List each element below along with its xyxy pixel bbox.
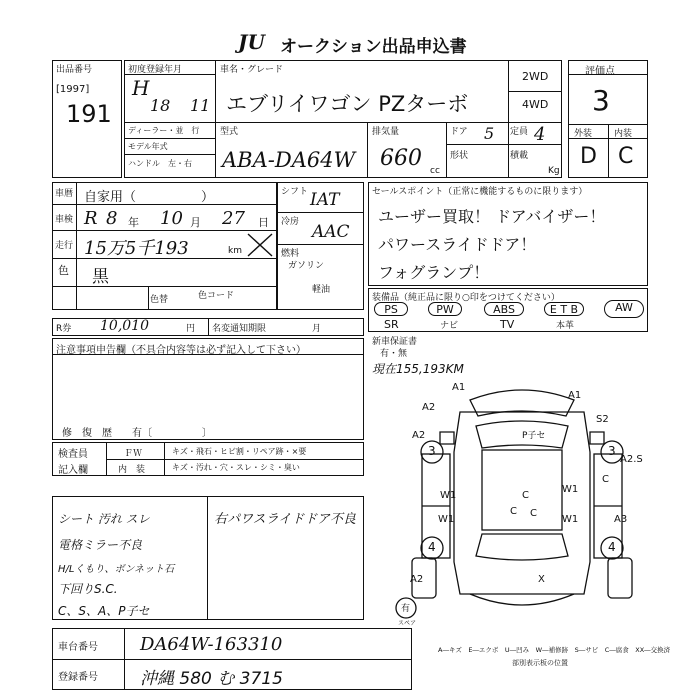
car-type: ABA-DA64W — [222, 148, 356, 172]
legend-line-2: 部別表示板の位置 — [512, 659, 568, 667]
plate-label: 登録番号 — [58, 672, 98, 683]
interior-score: C — [618, 144, 634, 169]
mileage-label: 走行 — [55, 241, 74, 251]
aircon-label: 冷房 — [281, 217, 300, 227]
diag-label-a1-left: A1 — [452, 382, 466, 393]
equipment-label: 装備品（純正品に限り○印をつけてください） — [372, 293, 560, 303]
diag-label-a2-topleft: A2 — [422, 402, 436, 413]
equip-leather: 本革 — [556, 321, 575, 331]
transfer-label: 名変通知期限 — [212, 324, 267, 334]
registration-year: 18 — [150, 96, 171, 115]
diag-label-w1-3: W1 — [438, 514, 455, 525]
load-label: 積載 — [510, 151, 529, 161]
equip-aw: AW — [604, 300, 644, 318]
exterior-score: D — [580, 144, 597, 169]
repair-label: 修 復 歴 有〔 〕 — [62, 428, 212, 439]
fuel-value: ガソリン — [288, 261, 325, 271]
doors-label: ドア — [450, 127, 468, 137]
recycle-value: 10,010 — [100, 318, 149, 334]
mileage-value: 15万5千193 — [84, 238, 189, 259]
displacement-value: 660 — [380, 146, 422, 171]
notes-label: 注意事項申告欄（不具合内容等は必ず記入して下さい） — [56, 345, 306, 356]
inspection-month: 10 — [160, 208, 183, 229]
rating-score: 3 — [592, 84, 610, 117]
interior-label: 内装 — [614, 129, 633, 139]
doors-value: 5 — [484, 124, 495, 143]
plate-value: 沖縄 580 む 3715 — [140, 669, 283, 689]
fuel-label: 燃料 — [281, 249, 300, 259]
diag-label-a2-left: A2 — [412, 430, 426, 441]
diag-label-x: X — [538, 574, 545, 585]
diag-label-w1-1: W1 — [562, 484, 579, 495]
lot-code: [1997] — [56, 84, 90, 95]
exterior-label: 外装 — [574, 129, 593, 139]
interior-row-label: 内 装 — [118, 465, 146, 475]
history-label: 車暦 — [55, 189, 74, 199]
handle-label: ハンドル 左・右 — [128, 159, 192, 168]
diag-label-a1-right: A1 — [568, 390, 582, 401]
diag-label-c-3: C — [510, 506, 517, 517]
lot-number: 191 — [66, 100, 112, 128]
sales-line-1: ユーザー買取！ ドアバイザー！ — [378, 207, 606, 226]
diag-wheel-3-right: 3 — [608, 444, 616, 458]
equip-sr: SR — [384, 318, 399, 331]
diag-wheel-3-left: 3 — [428, 444, 436, 458]
car-name: エブリイワゴン PZターボ — [226, 92, 469, 116]
shape-label: 形状 — [450, 151, 469, 161]
type-label: 型式 — [220, 127, 239, 137]
equip-etb: E T B — [544, 302, 584, 316]
chassis-label: 車台番号 — [58, 642, 98, 653]
diag-label-w1-2: W1 — [562, 514, 579, 525]
drive-2wd: 2WD — [522, 70, 549, 83]
diag-label-w1-4: W1 — [440, 490, 457, 501]
registration-month: 11 — [190, 96, 211, 115]
recycle-label: R券 — [56, 324, 72, 334]
mileage-cross-mark — [246, 232, 274, 258]
spare-label: スペア — [398, 620, 417, 627]
sales-line-3: フォグランプ！ — [378, 263, 490, 282]
color-value: 黒 — [92, 267, 109, 287]
inspector-note-5: C、S、A、P子セ — [58, 604, 150, 618]
displacement-label: 排気量 — [372, 127, 400, 137]
fw-label: ＦＷ — [124, 449, 143, 459]
light-oil-label: 軽油 — [312, 285, 331, 295]
fw-items: キズ・飛石・ヒビ割・リペア跡・×要 — [172, 447, 307, 456]
diag-label-c-4: C — [530, 508, 537, 519]
diag-label-c-2: C — [522, 490, 529, 501]
car-name-label: 車名・グレード — [220, 65, 284, 75]
inspector-note-1: シート 汚れ スレ — [58, 512, 150, 526]
form-title: オークション出品申込書 — [280, 37, 467, 57]
ju-logo: JU — [238, 30, 265, 54]
inspector-label-1: 検査員 — [58, 449, 88, 460]
aircon-value: AAC — [312, 222, 350, 242]
inspection-year: 8 — [106, 208, 118, 229]
header — [238, 28, 498, 58]
warranty-options: 有・無 — [380, 349, 408, 359]
inspection-day: 27 — [222, 208, 245, 229]
diag-label-a2s: A2.S — [620, 454, 643, 465]
model-year-label: モデル年式 — [128, 142, 168, 151]
yen-unit: 円 — [186, 324, 196, 334]
year-unit: 年 — [128, 216, 139, 229]
chassis-value: DA64W-163310 — [140, 634, 283, 655]
warranty-label: 新車保証書 — [372, 337, 418, 347]
sales-label: セールスポイント（正常に機能するものに限ります） — [372, 187, 588, 197]
legend-line-1: A―キズ E―エクボ U―凹み W―補修跡 S―サビ C―腐食 XX―交換済 — [438, 646, 671, 654]
inspection-label: 車検 — [55, 215, 74, 225]
inspector-note-4: 下回りS.C. — [58, 582, 118, 596]
capacity-value: 4 — [534, 124, 546, 145]
kg-unit: Kg — [548, 166, 560, 176]
history-value: 自家用（ ） — [84, 190, 215, 205]
diag-label-c-1: C — [602, 474, 609, 485]
transfer-month: 月 — [312, 324, 322, 334]
equip-abs: ABS — [484, 302, 524, 316]
interior-items: キズ・汚れ・穴・スレ・シミ・臭い — [172, 463, 300, 472]
equip-navi: ナビ — [440, 321, 459, 331]
month-unit: 月 — [190, 216, 201, 229]
diag-label-s2: S2 — [596, 414, 609, 425]
color-label: 色 — [58, 264, 69, 277]
color-code-label: 色コード — [198, 291, 235, 301]
spare-badge: 有 — [401, 604, 411, 614]
registration-era: H — [132, 76, 150, 100]
lot-label: 出品番号 — [56, 65, 93, 75]
diag-wheel-4-right: 4 — [608, 540, 616, 554]
inspection-era: R — [84, 208, 98, 229]
odometer-note: 現在155,193KM — [372, 362, 464, 376]
dealer-label: ディーラー・並 行 — [128, 126, 200, 135]
equip-ps: PS — [374, 302, 408, 316]
diag-wheel-4-left: 4 — [428, 540, 436, 554]
km-unit: km — [228, 246, 242, 256]
rating-label: 評価点 — [585, 66, 615, 77]
inspector-label-2: 記入欄 — [58, 465, 88, 476]
drive-4wd: 4WD — [522, 98, 549, 111]
capacity-label: 定員 — [510, 127, 529, 137]
equip-tv: TV — [500, 318, 515, 331]
registration-label: 初度登録年月 — [128, 65, 183, 75]
shift-label: シフト — [281, 187, 309, 197]
inspector-note-2: 電格ミラー不良 — [58, 538, 143, 552]
day-unit: 日 — [258, 216, 269, 229]
diag-label-a2-bottom: A2 — [410, 574, 424, 585]
cc-unit: cc — [430, 166, 440, 176]
sales-line-2: パワースライドドア！ — [378, 235, 537, 254]
color-change-label: 色替 — [150, 295, 169, 305]
equip-pw: PW — [428, 302, 462, 316]
inspector-note-right: 右パワスライドドア不良 — [214, 512, 356, 527]
inspector-note-3: H/Lくもり、ボンネット石 — [58, 564, 175, 575]
shift-value: IAT — [310, 190, 340, 210]
diag-label-a3: A3 — [614, 514, 628, 525]
diag-label-ptose: P子セ — [522, 431, 546, 441]
